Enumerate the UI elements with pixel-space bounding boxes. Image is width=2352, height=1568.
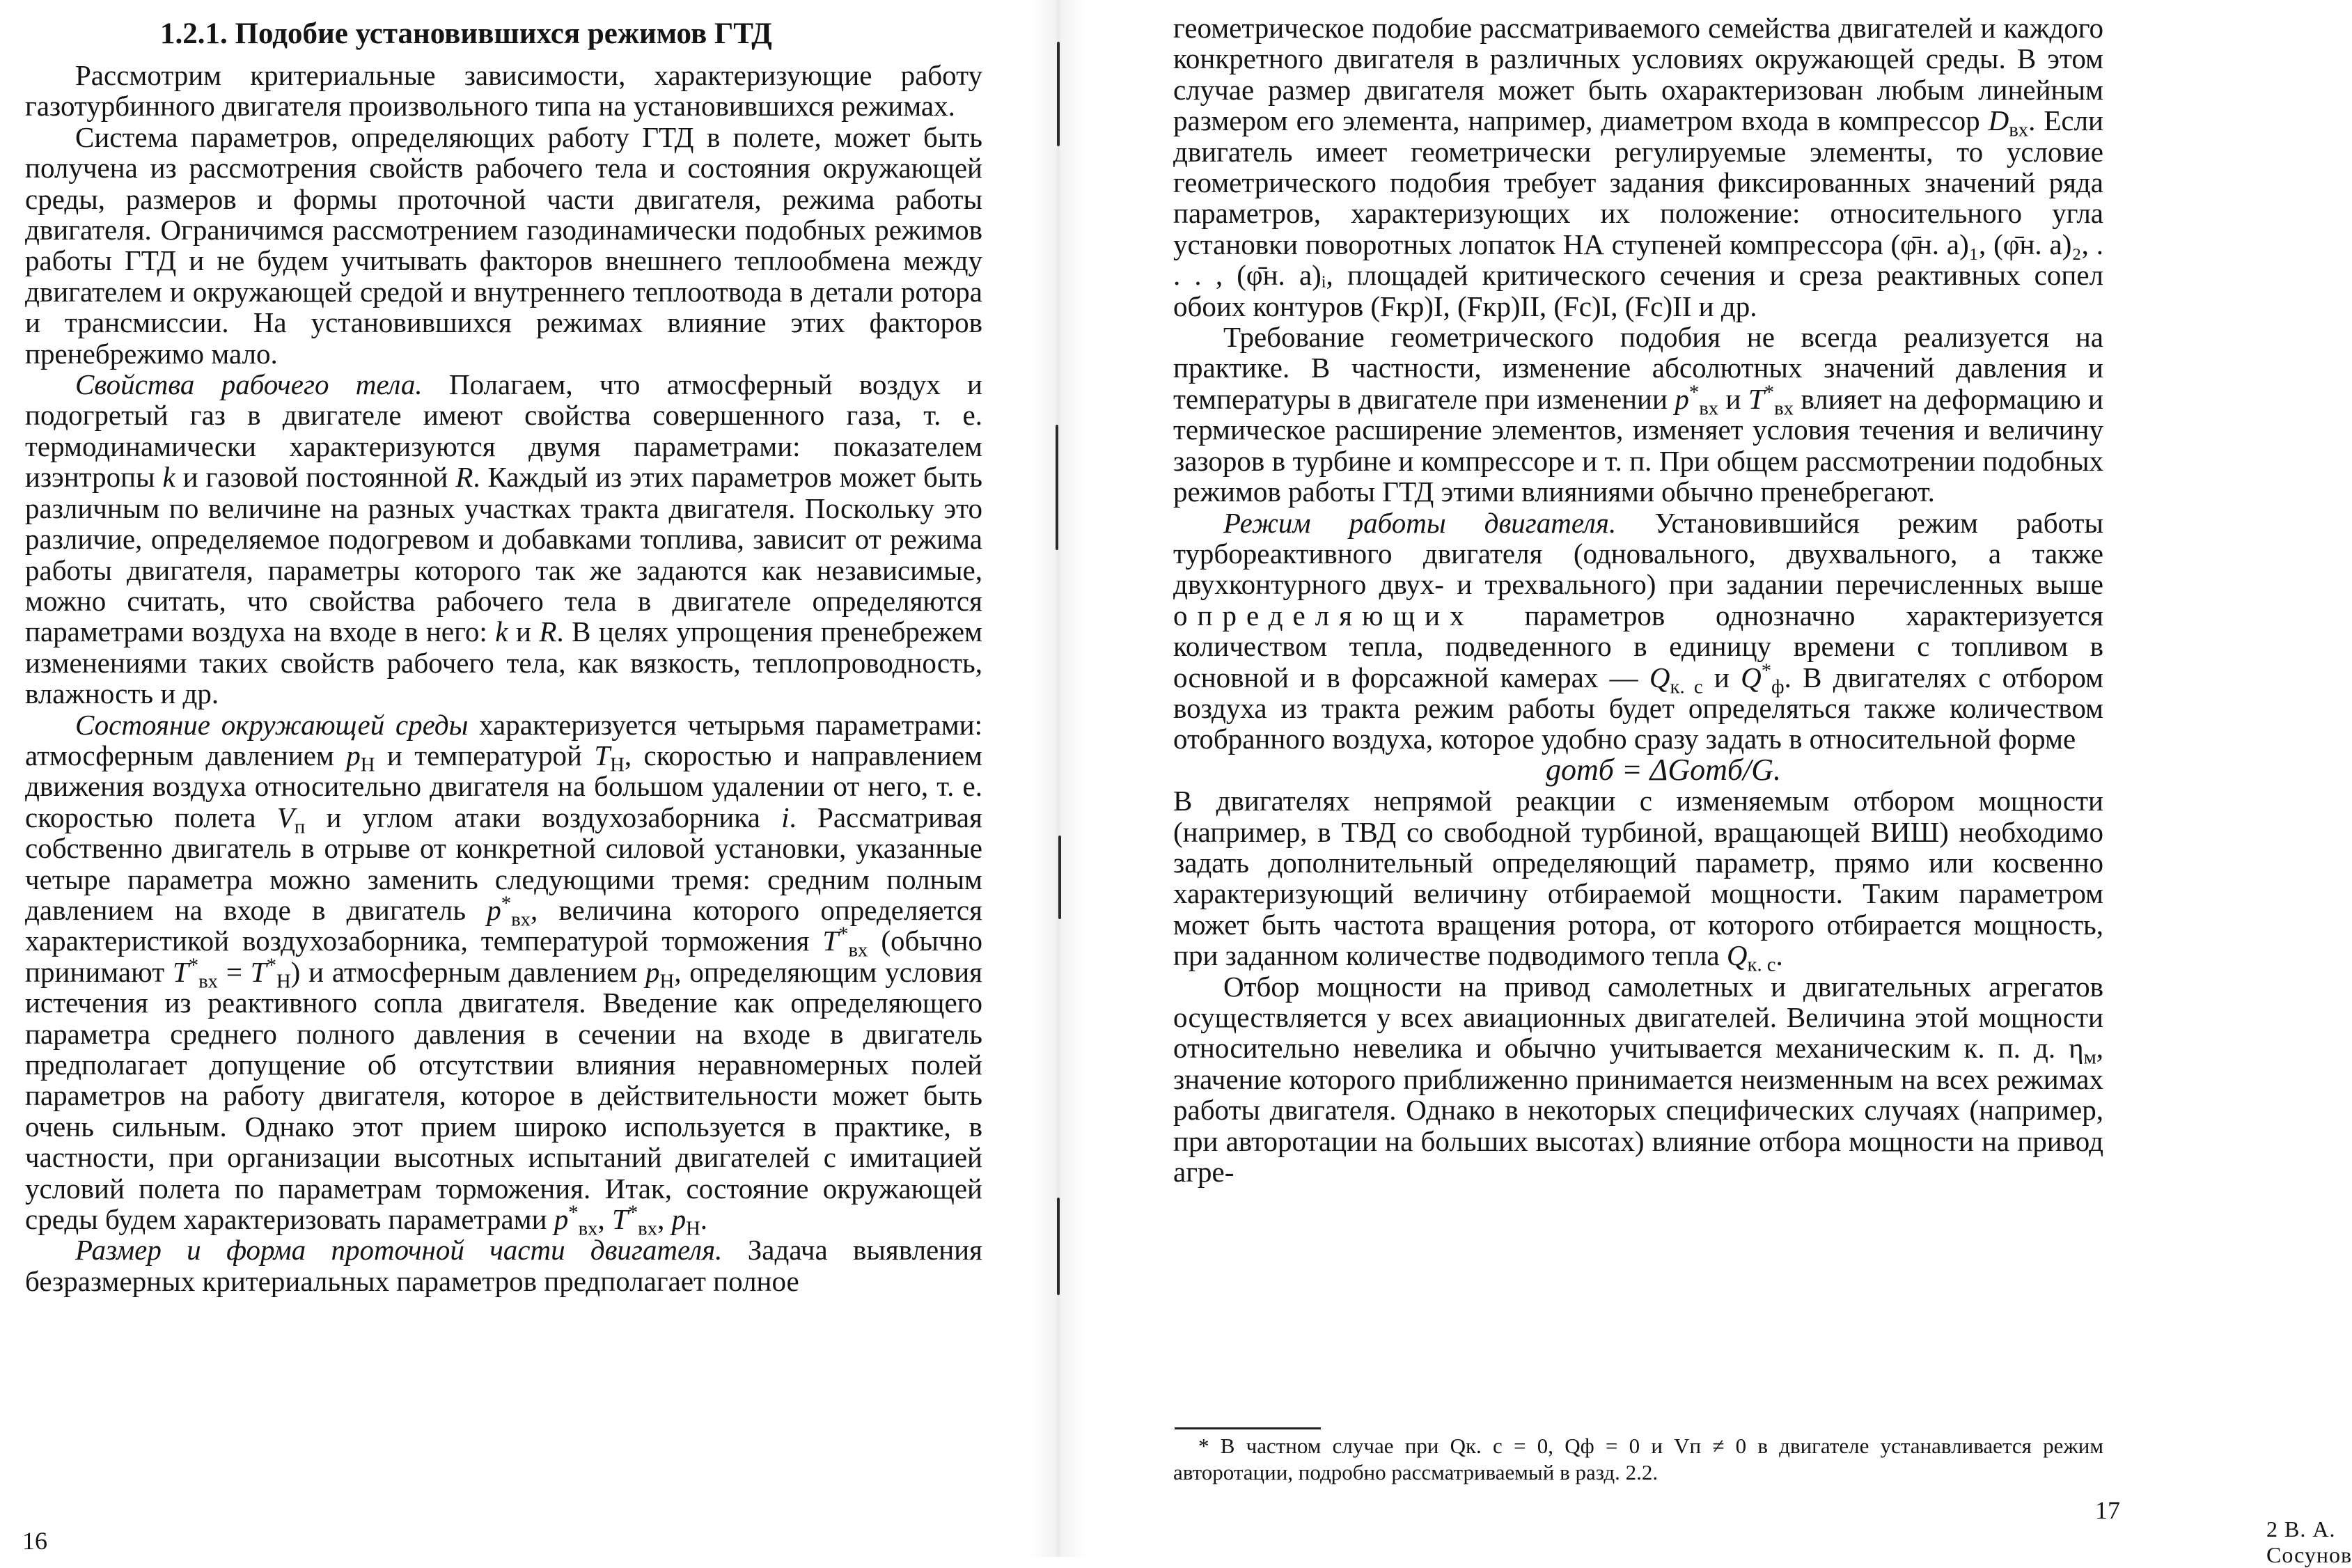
section-heading: 1.2.1. Подобие установившихся режимов ГТД	[160, 17, 772, 50]
footnote-divider	[1175, 1427, 1321, 1429]
paragraph-similarity-requirement: Требование геометрического подобия не всегда реализуется на практике. В частности, изменение абсолютных значений давления и температуры в двигателе при изменении $p^*_{вх}$ и $T^*_{вх}$ влияет на деформацию и термическое расширение элементов, изменяет условия течения и величину зазоров в турбине и компрессоре и т. п. При общем рассмотрении подобных режимов работы ГТД этими влияниями обычно пренебрегают.	[1173, 321, 2103, 508]
paragraph-continuation: геометрическое подобие рассматриваемого семейства двигателей и каждого конкретного двигателя в различных условиях окружающей среды. В этом случае размер двигателя может быть охарактеризован любым линейным размером его элемента, например, диаметром входа в компрессор $D_{вх}$. Если двигатель имеет геометрически регулируемые элементы, то условие геометрического подобия требует задания фиксированных значений ряда параметров, характеризующих их положение: относительного угла установки поворотных лопаток НА ступеней компрессора (φ̄н. а)₁, (φ̄н. а)₂, . . . , (φ̄н. а)ᵢ, площадей критического сечения и среза реактивных сопел обоих контуров (Fкр)I, (Fкр)II, (Fс)I, (Fс)II и др.	[1173, 12, 2103, 322]
page-number-right: 17	[2095, 1496, 2120, 1524]
paragraph-engine-mode: Режим работы двигателя. Установившийся режим работы турбореактивного двигателя (одновального, двухвального, а также двухконтурного двух- и трехвального) при задании перечисленных выше определяющих параметров однозначно характеризуется количеством тепла, подведенного в единицу времени с топливом в основной и в форсажной камерах — $Q_{к. с}$ и $Q^*_ф$. В двигателях с отбором воздуха из тракта режим работы будет определяться также количеством отобранного воздуха, которое удобно сразу задать в относительной форме	[1173, 506, 2103, 755]
paragraph-title: Свойства рабочего тела.	[75, 368, 423, 401]
left-text-column	[25, 60, 982, 1296]
paragraph-parameters: Система параметров, определяющих работу ГТД в полете, может быть получена из рассмотрения свойств рабочего тела и состояния окружающей среды, размеров и формы проточной части двигателя, режима работы двигателя. Ограничимся рассмотрением газодинамически подобных режимов работы ГТД и не будем учитывать факторов внешнего теплообмена между двигателем и окружающей средой и внутреннего теплоотвода в детали ротора и трансмиссии. На установившихся режимах влияние этих факторов пренебрежимо мало.	[25, 120, 982, 370]
paragraph-intro: Рассмотрим критериальные зависимости, характеризующие работу газотурбинного двигателя произвольного типа на установившихся режимах.	[25, 59, 982, 123]
printer-signature: 2 В. А. Сосунов	[2266, 1516, 2352, 1567]
left-page	[0, 0, 1058, 1557]
right-text-column	[1173, 13, 2103, 1187]
paragraph-title: Состояние окружающей среды	[75, 708, 469, 741]
paragraph-power-offtake: В двигателях непрямой реакции с изменяемым отбором мощности (например, в ТВД со свободной турбиной, вращающей ВИШ) необходимо задать дополнительный определяющий параметр, прямо или косвенно характеризующий величину отбираемой мощности. Таким параметром может быть частота вращения ротора, от которого отбирается мощность, при заданном количестве подводимого тепла $Q_{к. с}$.	[1173, 785, 2103, 976]
right-page	[1058, 0, 2352, 1567]
page-number-left: 16	[22, 1527, 47, 1555]
paragraph-working-fluid: Свойства рабочего тела. Полагаем, что атмосферный воздух и подогретый газ в двигателе имеют свойства совершенного газа, т. е. термодинамически характеризуются двумя параметрами: показателем изэнтропы k и газовой постоянной R. Каждый из этих параметров может быть различным по величине на разных участках тракта двигателя. Поскольку это различие, определяемое подогревом и добавками топлива, зависит от режима работы двигателя, параметры которого так же задаются как независимые, можно считать, что свойства рабочего тела в двигателе определяются параметрами воздуха на входе в него: k и R. В целях упрощения пренебрежем изменениями таких свойств рабочего тела, как вязкость, теплопроводность, влажность и др.	[25, 368, 982, 710]
paragraph-environment: Состояние окружающей среды характеризуется четырьмя параметрами: атмосферным давлением $p_H$ и температурой $T_H$, скоростью и направлением движения воздуха относительно двигателя на большом удалении от него, т. е. скоростью полета $V_п$ и углом атаки воздухозаборника i. Рассматривая собственно двигатель в отрыве от конкретной силовой установки, указанные четыре параметра можно заменить следующими тремя: средним полным давлением на входе в двигатель $p^*_{вх}$, величина которого определяется характеристикой воздухозаборника, температурой торможения $T^*_{вх}$ (обычно принимают $T^*_{вх} = T^*_H$) и атмосферным давлением $p_H$, определяющим условия истечения из реактивного сопла двигателя. Введение как определяющего параметра среднего полного давления в сечении на входе в двигатель предполагает допущение об отсутствии влияния неравномерных полей параметров на работу двигателя, которое в действительности может быть очень сильным. Однако этот прием широко используется в практике, в частности, при организации высотных испытаний двигателей с имитацией условий полета по параметрам торможения. Итак, состояние окружающей среды будем характеризовать параметрами $p^*_{вх}$, $T^*_{вх}$, $p_H$.	[25, 708, 983, 1240]
paragraph-title: Размер и форма проточной части двигателя.	[75, 1234, 723, 1267]
formula: gотб = ΔGотб/G.	[1545, 752, 1782, 787]
paragraph-geometry: Размер и форма проточной части двигателя. Задача выявления безразмерных критериальных параметров предполагает полное	[25, 1234, 982, 1297]
paragraph-aggregate-drive: Отбор мощности на привод самолетных и двигательных агрегатов осуществляется у всех авиационных двигателей. Величина этой мощности относительно невелика и обычно учитывается механическим к. п. д. $\eta_м$, значение которого приближенно принимается неизменным на всех режимах работы двигателя. Однако в некоторых специфических случаях (например, при авторотации на больших высотах) влияние отбора мощности на привод агре-	[1173, 970, 2103, 1189]
paragraph-title: Режим работы двигателя.	[1223, 506, 1617, 539]
footnote: * В частном случае при Qк. с = 0, Qф = 0 и Vп ≠ 0 в двигателе устанавливается режим авторотации, подробно рассматриваемый в разд. 2.2.	[1173, 1434, 2103, 1484]
